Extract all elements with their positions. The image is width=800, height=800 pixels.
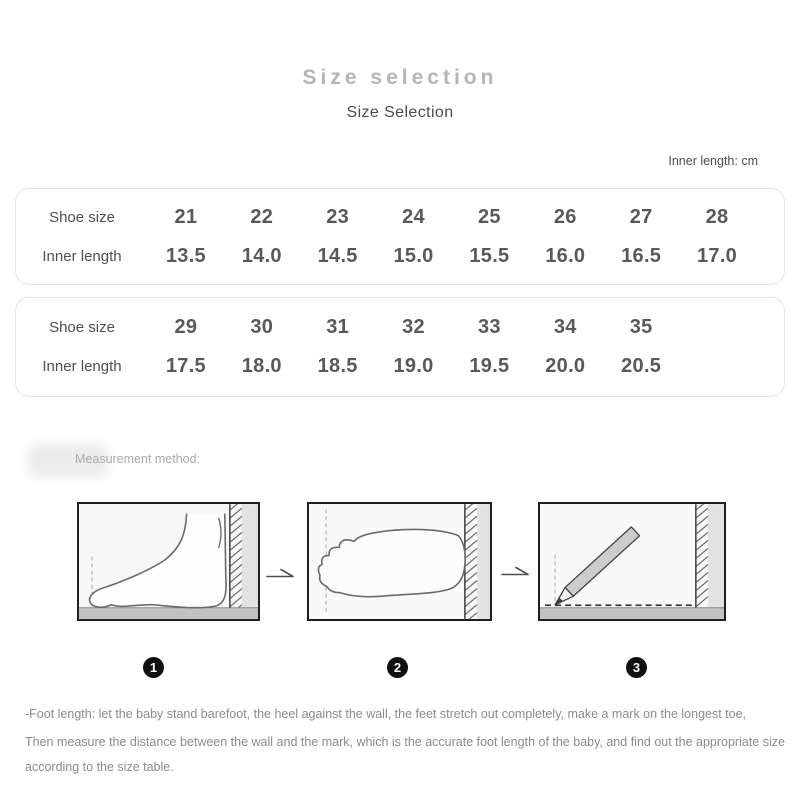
size-cell: 17.0 bbox=[696, 244, 738, 267]
size-cell: 18.5 bbox=[317, 355, 358, 377]
right-arrow-icon bbox=[264, 565, 298, 581]
foot-side-view-illustration bbox=[79, 504, 258, 619]
size-cell: 30 bbox=[250, 316, 274, 338]
size-cell: 34 bbox=[553, 316, 577, 338]
size-cell: 15.0 bbox=[393, 244, 434, 267]
size-cell: 14.5 bbox=[317, 244, 358, 267]
unit-note: Inner length: cm bbox=[668, 154, 758, 168]
size-cell: 31 bbox=[326, 316, 350, 338]
shoe-size-values bbox=[148, 316, 755, 339]
pencil-mark-illustration bbox=[540, 504, 724, 619]
row-label-shoe-size: Shoe size bbox=[49, 319, 115, 336]
size-cell: 27 bbox=[629, 205, 653, 228]
size-cell: 23 bbox=[326, 205, 350, 228]
inner-length-values bbox=[148, 245, 755, 268]
size-cell: 13.5 bbox=[165, 244, 206, 267]
row-label-inner-length: Inner length bbox=[42, 247, 122, 265]
page-subtitle: Size Selection bbox=[346, 104, 454, 121]
size-cell: 33 bbox=[478, 316, 501, 338]
size-cell: 32 bbox=[402, 316, 425, 338]
size-cell: 17.5 bbox=[165, 355, 206, 377]
row-label-inner-length: Inner length bbox=[42, 358, 122, 375]
footer-note-2: Then measure the distance between the wall and the mark, which is the accurate foot length of the baby, and find out the appropriate size according to the size table. bbox=[25, 735, 785, 774]
right-arrow-icon bbox=[499, 563, 533, 579]
page-title: Size selection bbox=[302, 66, 498, 89]
inner-length-values bbox=[148, 355, 755, 378]
size-cell: 20.5 bbox=[621, 355, 662, 377]
size-cell: 21 bbox=[174, 205, 198, 228]
inner-length-row bbox=[16, 237, 784, 276]
size-cell: 28 bbox=[705, 205, 729, 228]
size-cell: 15.5 bbox=[469, 244, 510, 267]
step-badge-1: 1 bbox=[143, 657, 164, 678]
size-cell: 16.0 bbox=[545, 244, 586, 267]
step-box-1 bbox=[77, 502, 260, 621]
footer-note-1: -Foot length: let the baby stand barefoot, the heel against the wall, the feet stretch out completely, make a mark on the longest toe, bbox=[25, 707, 747, 721]
size-table-2 bbox=[15, 297, 785, 397]
size-table-1 bbox=[15, 188, 785, 285]
size-cell: 14.0 bbox=[241, 244, 282, 267]
size-cell: 20.0 bbox=[545, 355, 586, 377]
size-cell: 18.0 bbox=[241, 355, 282, 377]
shoe-size-row bbox=[16, 308, 784, 347]
row-label-shoe-size: Shoe size bbox=[49, 208, 115, 226]
step-box-2 bbox=[307, 502, 492, 621]
size-cell: 24 bbox=[402, 205, 425, 228]
measurement-method-label: Measurement method: bbox=[75, 452, 201, 466]
size-cell: 19.0 bbox=[393, 355, 434, 377]
shoe-size-row bbox=[16, 198, 784, 237]
size-cell: 35 bbox=[629, 316, 653, 338]
size-cell: 29 bbox=[174, 316, 198, 338]
size-cell: 25 bbox=[478, 205, 501, 228]
step-badge-2: 2 bbox=[387, 657, 408, 678]
size-cell: 19.5 bbox=[469, 355, 510, 377]
size-cell: 26 bbox=[553, 205, 577, 228]
shoe-size-values bbox=[148, 206, 755, 229]
size-cell: 16.5 bbox=[621, 244, 662, 267]
inner-length-row bbox=[16, 347, 784, 386]
step-badge-3: 3 bbox=[626, 657, 647, 678]
step-box-3 bbox=[538, 502, 726, 621]
size-cell: 22 bbox=[250, 205, 274, 228]
foot-top-view-illustration bbox=[309, 504, 490, 619]
